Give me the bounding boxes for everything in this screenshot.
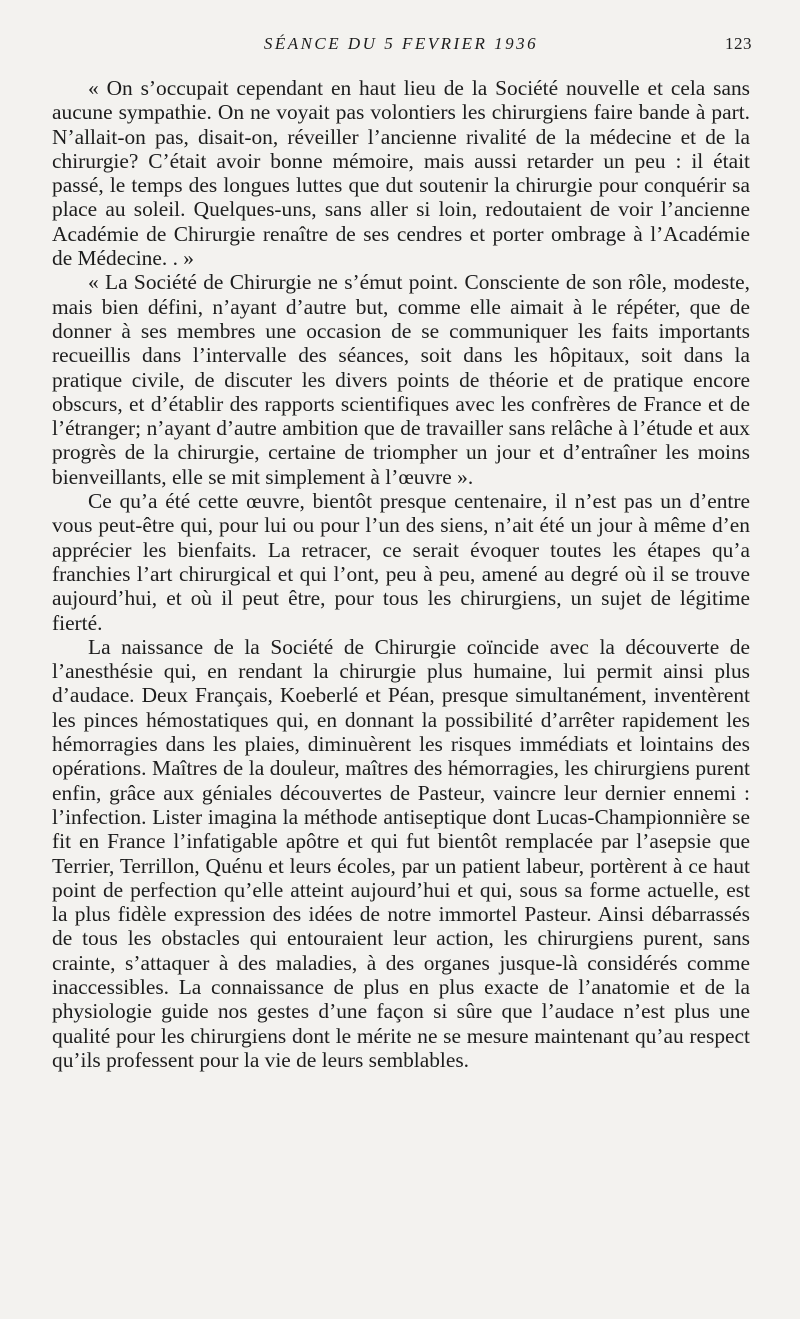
body-text bbox=[52, 76, 750, 1072]
paragraph: « La Société de Chirurgie ne s’émut point. Consciente de son rôle, modeste, mais bien défini, n’ayant d’autre but, comme elle aimait à le répéter, que de donner à ses membres une occasion de se communiquer les faits importants recueillis dans l’intervalle des séances, soit dans les hôpitaux, soit dans la pratique civile, de discuter les divers points de théorie et de pratique encore obscurs, et d’établir des rapports scientifiques avec les confrères de France et de l’étranger; n’ayant d’autre ambition que de travailler sans relâche à l’étude et aux progrès de la chirurgie, certaine de triompher un jour et d’entraîner les moins bienveillants, elle se mit simplement à l’œuvre ». bbox=[52, 270, 750, 489]
paragraph: Ce qu’a été cette œuvre, bientôt presque centenaire, il n’est pas un d’entre vous peut-être qui, pour lui ou pour l’un des siens, n’ait été un jour à même d’en apprécier les bienfaits. La retracer, ce serait évoquer toutes les étapes qu’a franchies l’art chirurgical et qui l’ont, peu à peu, amené au degré où il se trouve aujourd’hui, et où il peut être, pour tous les chirurgiens, un sujet de légitime fierté. bbox=[52, 489, 750, 635]
paragraph: « On s’occupait cependant en haut lieu de la Société nouvelle et cela sans aucune sympathie. On ne voyait pas volontiers les chirurgiens faire bande à part. N’allait-on pas, disait-on, réveiller l’ancienne rivalité de la médecine et de la chirurgie? C’était avoir bonne mémoire, mais aussi retarder un peu : il était passé, le temps des longues luttes que dut soutenir la chirurgie pour conquérir sa place au soleil. Quelques-uns, sans aller si loin, redoutaient de voir l’ancienne Académie de Chirurgie renaître de ses cendres et porter ombrage à l’Académie de Médecine. . » bbox=[52, 76, 750, 271]
page-number: 123 bbox=[725, 34, 752, 53]
running-title: SÉANCE DU 5 FEVRIER 1936 bbox=[263, 34, 539, 53]
paragraph: La naissance de la Société de Chirurgie coïncide avec la découverte de l’anesthésie qui, en rendant la chirurgie plus humaine, lui permit ainsi plus d’audace. Deux Français, Koeberlé et Péan, presque simultanément, inventèrent les pinces hémostatiques qui, en donnant la possibilité d’arrêter rapidement les hémorragies dans les plaies, diminuèrent les risques immédiats et lointains des opérations. Maîtres de la douleur, maîtres des hémorragies, les chirurgiens purent enfin, grâce aux géniales découvertes de Pasteur, vaincre leur dernier ennemi : l’infection. Lister imagina la méthode antiseptique dont Lucas-Championnière se fit en France l’infatigable apôtre et qui fut bientôt remplacée par l’asepsie que Terrier, Terrillon, Quénu et leurs écoles, par un patient labeur, portèrent à ce haut point de perfection qu’elle atteint aujourd’hui et qui, sous sa forme actuelle, est la plus fidèle expression des idées de notre immortel Pasteur. Ainsi débarrassés de tous les obstacles qui entouraient leur action, les chirurgiens purent, sans crainte, s’attaquer à des maladies, à des organes jusque-là considérés comme inaccessibles. La connaissance de plus en plus exacte de l’anatomie et de la physiologie guide nos gestes d’une façon si sûre que l’audace n’est plus une qualité pour les chirurgiens dont le mérite ne se mesure maintenant qu’au respect qu’ils professent pour la vie de leurs semblables. bbox=[52, 634, 750, 1072]
running-header bbox=[52, 34, 750, 56]
